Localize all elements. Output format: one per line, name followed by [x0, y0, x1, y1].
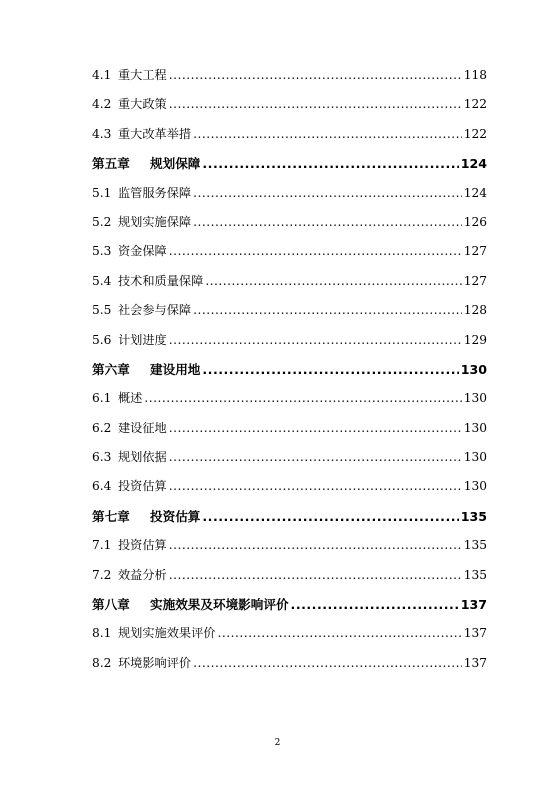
- toc-entry-page: 127: [463, 273, 487, 288]
- toc-entry-page: 124: [463, 185, 487, 200]
- toc-chapter-title: 规划保障: [150, 156, 201, 172]
- toc-entry-title: 规划实施效果评价: [118, 626, 216, 641]
- toc-entry-number: 8.1: [92, 626, 112, 641]
- toc-chapter-title: 建设用地: [150, 361, 201, 377]
- dot-leader: [169, 326, 462, 355]
- toc-entry-page: 135: [463, 538, 487, 553]
- dot-leader: [218, 619, 462, 648]
- toc-entry-6-2[interactable]: [92, 414, 487, 443]
- toc-entry-number: 4.3: [92, 126, 112, 141]
- toc-entry-number: 7.1: [92, 538, 112, 553]
- toc-chapter-number: 第六章: [92, 361, 130, 377]
- toc-entry-page: 137: [463, 655, 487, 670]
- toc-entry-number: 5.2: [92, 214, 112, 229]
- toc-entry-title: 重大政策: [118, 97, 167, 112]
- toc-entry-7-1[interactable]: [92, 531, 487, 560]
- page-number: 2: [274, 738, 281, 748]
- toc-chapter-number: 第五章: [92, 156, 130, 172]
- dot-leader: [169, 61, 462, 90]
- toc-chapter-number: 第七章: [92, 508, 130, 524]
- toc-entry-page: 118: [463, 68, 487, 82]
- toc-entry-page: 122: [463, 97, 487, 112]
- toc-entry-page: 130: [463, 479, 487, 494]
- toc-entry-number: 4.1: [92, 68, 112, 82]
- toc-chapter-5[interactable]: [92, 149, 487, 178]
- toc-entry-number: 5.4: [92, 273, 112, 288]
- dot-leader: [193, 649, 462, 678]
- toc-entry-title: 资金保障: [118, 244, 167, 259]
- dot-leader: [169, 472, 462, 501]
- toc-entry-4-1[interactable]: [92, 61, 487, 90]
- dot-leader: [205, 267, 461, 296]
- toc-entry-title: 效益分析: [118, 567, 167, 582]
- toc-entry-title: 重大改革举措: [118, 126, 192, 141]
- toc-entry-5-4[interactable]: [92, 267, 487, 296]
- dot-leader: [169, 237, 462, 266]
- toc-entry-title: 重大工程: [118, 68, 167, 82]
- table-of-contents: [92, 61, 487, 678]
- toc-entry-page: 130: [463, 420, 487, 435]
- dot-leader: [202, 355, 458, 384]
- toc-entry-page: 130: [463, 450, 487, 465]
- dot-leader: [202, 149, 458, 178]
- toc-entry-title: 投资估算: [118, 538, 167, 553]
- toc-entry-number: 5.6: [92, 332, 112, 347]
- toc-entry-title: 概述: [118, 391, 143, 406]
- toc-entry-number: 6.3: [92, 450, 112, 465]
- dot-leader: [291, 590, 459, 619]
- toc-entry-title: 技术和质量保障: [118, 273, 204, 288]
- toc-entry-page: 135: [463, 567, 487, 582]
- toc-entry-6-3[interactable]: [92, 443, 487, 472]
- toc-chapter-7[interactable]: [92, 502, 487, 531]
- dot-leader: [193, 208, 462, 237]
- toc-entry-page: 130: [463, 391, 487, 406]
- toc-entry-title: 投资估算: [118, 479, 167, 494]
- toc-entry-number: 8.2: [92, 655, 112, 670]
- toc-entry-title: 规划依据: [118, 450, 167, 465]
- toc-entry-number: 6.4: [92, 479, 112, 494]
- toc-entry-5-5[interactable]: [92, 296, 487, 325]
- dot-leader: [169, 561, 462, 590]
- toc-entry-number: 7.2: [92, 567, 112, 582]
- toc-entry-title: 规划实施保障: [118, 214, 192, 229]
- toc-entry-title: 监管服务保障: [118, 185, 192, 200]
- dot-leader: [193, 296, 462, 325]
- toc-entry-title: 计划进度: [118, 332, 167, 347]
- toc-entry-title: 社会参与保障: [118, 303, 192, 318]
- toc-entry-title: 环境影响评价: [118, 655, 192, 670]
- toc-entry-page: 122: [463, 126, 487, 141]
- toc-entry-page: 126: [463, 214, 487, 229]
- toc-entry-number: 5.5: [92, 303, 112, 318]
- dot-leader: [169, 531, 462, 560]
- toc-entry-page: 128: [463, 303, 487, 318]
- dot-leader: [193, 120, 462, 149]
- toc-chapter-page: 135: [460, 508, 487, 524]
- toc-chapter-page: 124: [460, 156, 487, 172]
- toc-chapter-6[interactable]: [92, 355, 487, 384]
- dot-leader: [169, 414, 462, 443]
- toc-entry-4-3[interactable]: [92, 120, 487, 149]
- toc-entry-8-1[interactable]: [92, 619, 487, 648]
- toc-entry-number: 6.2: [92, 420, 112, 435]
- toc-entry-4-2[interactable]: [92, 90, 487, 119]
- toc-chapter-number: 第八章: [92, 597, 130, 613]
- toc-entry-page: 127: [463, 244, 487, 259]
- dot-leader: [202, 502, 458, 531]
- toc-entry-number: 5.3: [92, 244, 112, 259]
- toc-entry-7-2[interactable]: [92, 561, 487, 590]
- toc-entry-5-3[interactable]: [92, 237, 487, 266]
- dot-leader: [169, 443, 462, 472]
- toc-entry-5-2[interactable]: [92, 208, 487, 237]
- toc-chapter-page: 130: [460, 361, 487, 377]
- toc-entry-6-4[interactable]: [92, 472, 487, 501]
- toc-chapter-title: 投资估算: [150, 508, 201, 524]
- toc-entry-page: 137: [463, 626, 487, 641]
- toc-chapter-8[interactable]: [92, 590, 487, 619]
- toc-entry-number: 4.2: [92, 97, 112, 112]
- toc-entry-5-6[interactable]: [92, 326, 487, 355]
- toc-entry-title: 建设征地: [118, 420, 167, 435]
- toc-entry-page: 129: [463, 332, 487, 347]
- toc-chapter-page: 137: [460, 597, 487, 613]
- toc-entry-5-1[interactable]: [92, 179, 487, 208]
- toc-entry-number: 6.1: [92, 391, 112, 406]
- dot-leader: [169, 90, 462, 119]
- dot-leader: [144, 384, 461, 413]
- toc-entry-number: 5.1: [92, 185, 112, 200]
- dot-leader: [193, 179, 462, 208]
- toc-entry-8-2[interactable]: [92, 649, 487, 678]
- toc-entry-6-1[interactable]: [92, 384, 487, 413]
- toc-chapter-title: 实施效果及环境影响评价: [150, 597, 289, 613]
